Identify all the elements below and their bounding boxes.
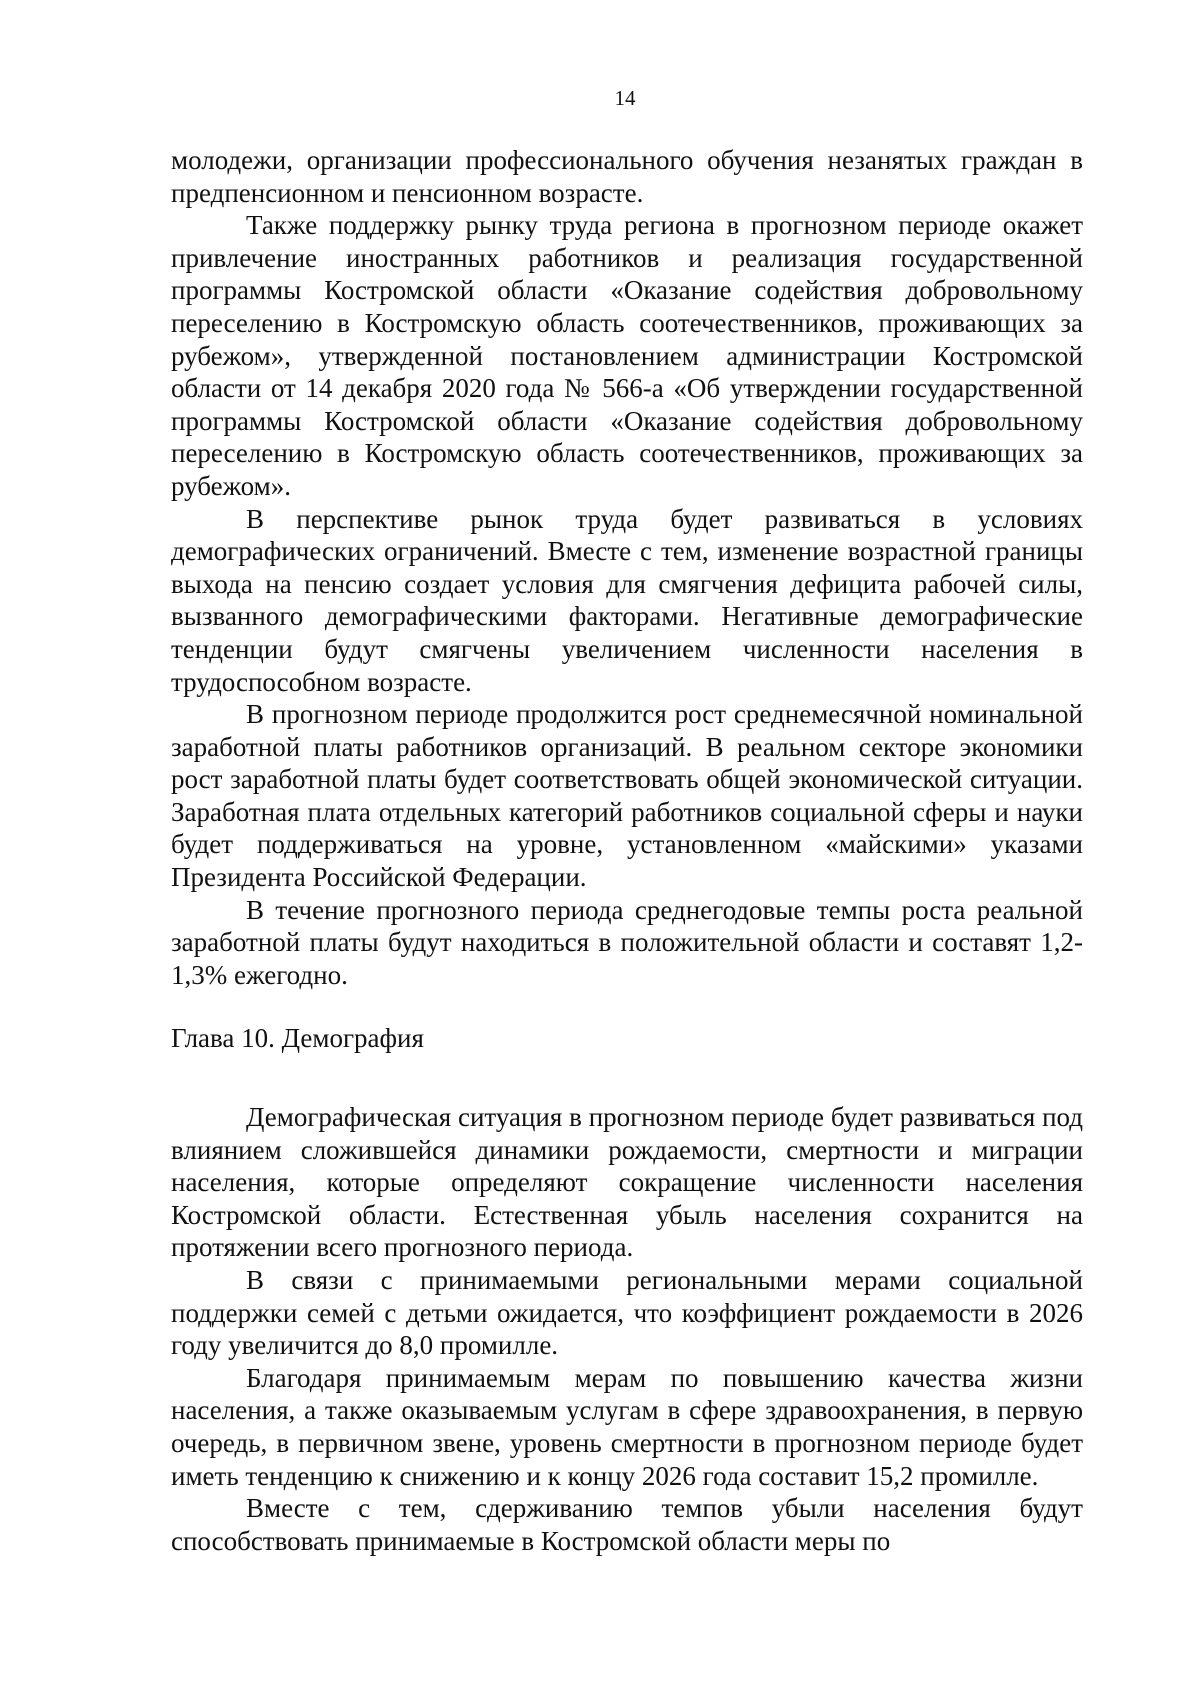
paragraph-labor-outlook: В перспективе рынок труда будет развиваться в условиях демографических ограничений. Вместе с тем, изменение возрастной границы выхода на пенсию создает условия для смягчения дефицита рабочей силы, вызванного демографическими факторами. Негативные демографические тенденции будут смягчены увеличением численности населения в трудоспособном возрасте. bbox=[171, 503, 1083, 697]
paragraph-population-decline: Вместе с тем, сдерживанию темпов убыли населения будут способствовать принимаемые в Костромской области меры по bbox=[171, 1493, 1083, 1556]
paragraph-wage-growth: В прогнозном периоде продолжится рост среднемесячной номинальной заработной платы работников организаций. В реальном секторе экономики рост заработной платы будет соответствовать общей экономической ситуации. Заработная плата отдельных категорий работников социальной сферы и науки будет поддерживаться на уровне, установленном «майскими» указами Президента Российской Федерации. bbox=[171, 699, 1083, 893]
paragraph-labor-support: Также поддержку рынку труда региона в прогнозном периоде окажет привлечение иностранных работников и реализация государственной программы Костромской области «Оказание содействия добровольному переселению в Костромскую область соотечественников, проживающих за рубежом», утвержденной постановлением администрации Костромской области от 14 декабря 2020 года № 566-а «Об утверждении государственной программы Костромской области «Оказание содействия добровольному переселению в Костромскую область соотечественников, проживающих за рубежом». bbox=[171, 210, 1083, 501]
page-number: 14 bbox=[614, 86, 636, 110]
paragraph-mortality-rate: Благодаря принимаемым мерам по повышению качества жизни населения, а также оказываемым услугам в сфере здравоохранения, в первую очередь, в первичном звене, уровень смертности в прогнозном периоде будет иметь тенденцию к снижению и к концу 2026 года составит 15,2 промилле. bbox=[171, 1362, 1083, 1491]
chapter-title: Глава 10. Демография bbox=[171, 1023, 424, 1054]
paragraph-continued: молодежи, организации профессионального обучения незанятых граждан в предпенсионном и пенсионном возрасте. bbox=[171, 145, 1083, 208]
paragraph-real-wage: В течение прогнозного периода среднегодовые темпы роста реальной заработной платы будут находиться в положительной области и составят 1,2-1,3% ежегодно. bbox=[171, 894, 1083, 990]
paragraph-birth-rate: В связи с принимаемыми региональными мерами социальной поддержки семей с детьми ожидается, что коэффициент рождаемости в 2026 году увеличится до 8,0 промилле. bbox=[171, 1265, 1083, 1361]
paragraph-demographic-situation: Демографическая ситуация в прогнозном периоде будет развиваться под влиянием сложившейся динамики рождаемости, смертности и миграции населения, которые определяют сокращение численности населения Костромской области. Естественная убыль населения сохранится на протяжении всего прогнозного периода. bbox=[171, 1102, 1083, 1263]
document-body bbox=[171, 144, 1083, 1557]
